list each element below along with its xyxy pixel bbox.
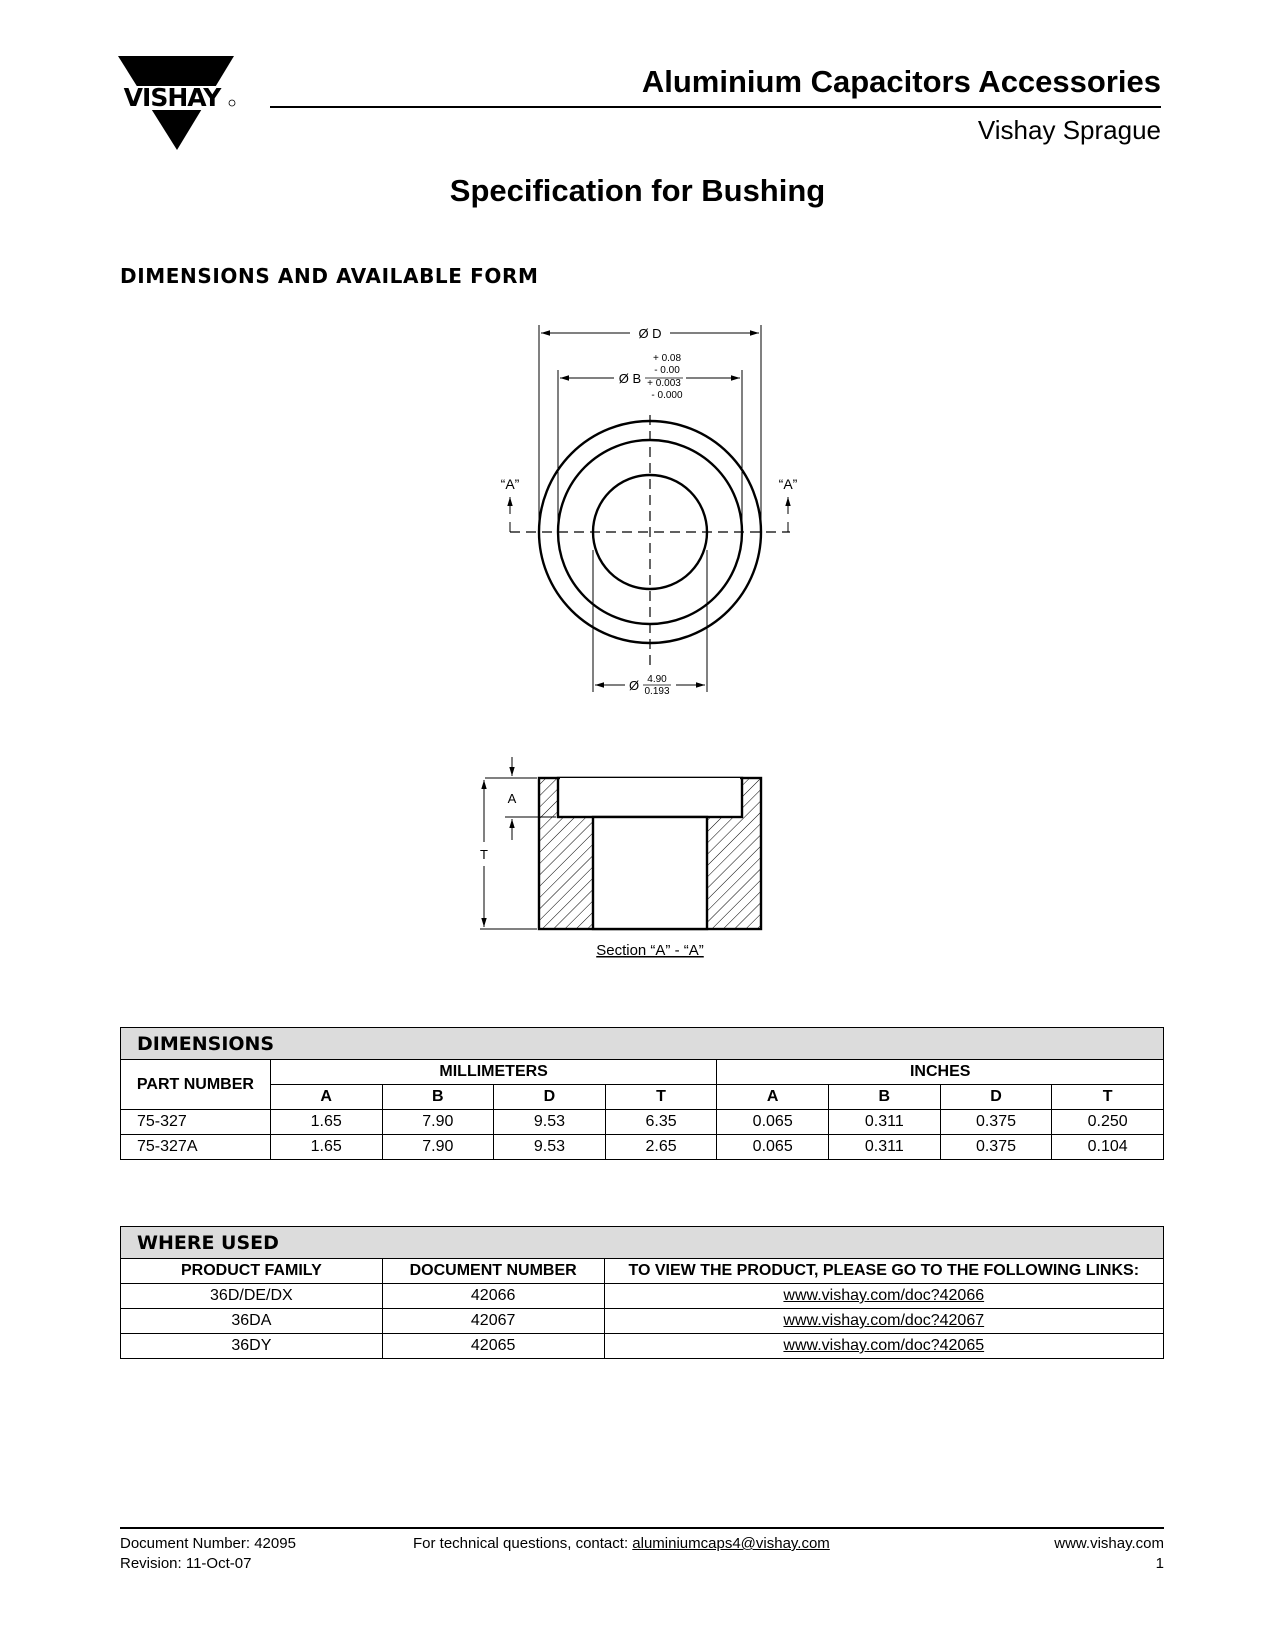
- dimensions-table: [120, 1027, 1164, 1160]
- section-caption: Section “A” - “A”: [596, 942, 704, 959]
- table-row: [121, 1309, 1164, 1334]
- table-row: [121, 1135, 1164, 1160]
- id-symbol: Ø: [628, 678, 640, 693]
- t-label: T: [480, 847, 488, 862]
- table-cell: 6.35: [605, 1110, 717, 1135]
- od-label: Ø D: [638, 326, 662, 341]
- document-title: Specification for Bushing: [449, 173, 826, 208]
- header-subtitle: Vishay Sprague: [977, 115, 1161, 145]
- top-view: [539, 421, 761, 643]
- document-number-cell: 42065: [382, 1334, 604, 1359]
- table-cell: 0.311: [829, 1135, 941, 1160]
- table-cell: 9.53: [494, 1110, 606, 1135]
- column-header: T: [605, 1085, 717, 1110]
- svg-text:- 0.000: - 0.000: [651, 390, 683, 401]
- section-marker-right: “A”: [778, 476, 798, 492]
- a-dimension: [485, 757, 556, 840]
- product-link[interactable]: www.vishay.com/doc?42066: [783, 1287, 985, 1304]
- outer-circle: [539, 421, 761, 643]
- table-cell: 1.65: [270, 1135, 382, 1160]
- product-link[interactable]: www.vishay.com/doc?42065: [783, 1337, 985, 1354]
- link-cell: [604, 1284, 1163, 1309]
- product-family-cell: 36D/DE/DX: [121, 1284, 383, 1309]
- table-row: [121, 1334, 1164, 1359]
- ob-dimension: [558, 370, 742, 532]
- footer-revision: Revision: 11-Oct-07: [120, 1555, 252, 1572]
- part-number-cell: 75-327A: [121, 1135, 271, 1160]
- table-cell: 7.90: [382, 1110, 494, 1135]
- footer-rule: [120, 1527, 1164, 1529]
- table-cell: 2.65: [605, 1135, 717, 1160]
- ob-label: Ø B: [618, 371, 642, 386]
- product-family-cell: 36DY: [121, 1334, 383, 1359]
- where-used-title: WHERE USED: [121, 1227, 1164, 1259]
- footer-website[interactable]: www.vishay.com: [1054, 1535, 1164, 1552]
- inner-circle: [593, 475, 707, 589]
- header-rule: [270, 106, 1161, 108]
- table-cell: 0.065: [717, 1135, 829, 1160]
- center-lines: [510, 415, 790, 668]
- table-cell: 0.250: [1052, 1110, 1164, 1135]
- table-cell: 0.065: [717, 1110, 829, 1135]
- column-header: B: [829, 1085, 941, 1110]
- id-dimension: [593, 550, 707, 692]
- svg-text:VISHAY: VISHAY: [123, 83, 221, 112]
- part-number-header: PART NUMBER: [121, 1060, 271, 1110]
- od-dimension: [539, 325, 761, 532]
- link-cell: [604, 1334, 1163, 1359]
- dimensions-title: DIMENSIONS: [121, 1028, 1164, 1060]
- product-family-cell: 36DA: [121, 1309, 383, 1334]
- svg-text:+ 0.08: + 0.08: [652, 353, 682, 364]
- svg-text:- 0.00: - 0.00: [654, 365, 680, 376]
- link-cell: [604, 1309, 1163, 1334]
- where-used-table: [120, 1226, 1164, 1359]
- table-row: [121, 1284, 1164, 1309]
- part-number-cell: 75-327: [121, 1110, 271, 1135]
- table-cell: 0.311: [829, 1110, 941, 1135]
- section-marker-left: “A”: [500, 476, 520, 492]
- vishay-logo: [112, 56, 242, 156]
- svg-text:+ 0.003: + 0.003: [647, 378, 681, 389]
- footer-document-number: Document Number: 42095: [120, 1535, 296, 1552]
- id-mm: 4.90: [647, 674, 667, 685]
- page-number: 1: [1155, 1555, 1164, 1572]
- middle-circle: [558, 440, 742, 624]
- product-link[interactable]: www.vishay.com/doc?42067: [783, 1312, 985, 1329]
- table-cell: 1.65: [270, 1110, 382, 1135]
- column-header: T: [1052, 1085, 1164, 1110]
- contact-email-link[interactable]: aluminiumcaps4@vishay.com: [632, 1535, 830, 1552]
- millimeters-header: MILLIMETERS: [270, 1060, 717, 1085]
- section-arrows: [510, 497, 788, 532]
- table-cell: 0.375: [940, 1110, 1052, 1135]
- footer-contact: [413, 1535, 830, 1552]
- a-label: A: [507, 791, 517, 806]
- column-header: B: [382, 1085, 494, 1110]
- column-header: A: [270, 1085, 382, 1110]
- product-family-header: PRODUCT FAMILY: [121, 1259, 383, 1284]
- inches-header: INCHES: [717, 1060, 1164, 1085]
- table-cell: 0.375: [940, 1135, 1052, 1160]
- links-header: TO VIEW THE PRODUCT, PLEASE GO TO THE FOLLOWING LINKS:: [604, 1259, 1163, 1284]
- t-dimension: [480, 780, 537, 929]
- document-number-cell: 42067: [382, 1309, 604, 1334]
- section-heading: DIMENSIONS AND AVAILABLE FORM: [120, 264, 539, 288]
- table-cell: 9.53: [494, 1135, 606, 1160]
- column-header: A: [717, 1085, 829, 1110]
- header-title: Aluminium Capacitors Accessories: [641, 64, 1161, 99]
- footer-contact-prefix: For technical questions, contact:: [413, 1535, 633, 1552]
- document-number-cell: 42066: [382, 1284, 604, 1309]
- document-number-header: DOCUMENT NUMBER: [382, 1259, 604, 1284]
- section-view: [539, 778, 761, 929]
- table-row: [121, 1110, 1164, 1135]
- table-cell: 7.90: [382, 1135, 494, 1160]
- column-header: D: [940, 1085, 1052, 1110]
- ob-tolerance: [647, 353, 683, 401]
- column-header: D: [494, 1085, 606, 1110]
- table-cell: 0.104: [1052, 1135, 1164, 1160]
- id-in: 0.193: [644, 686, 670, 697]
